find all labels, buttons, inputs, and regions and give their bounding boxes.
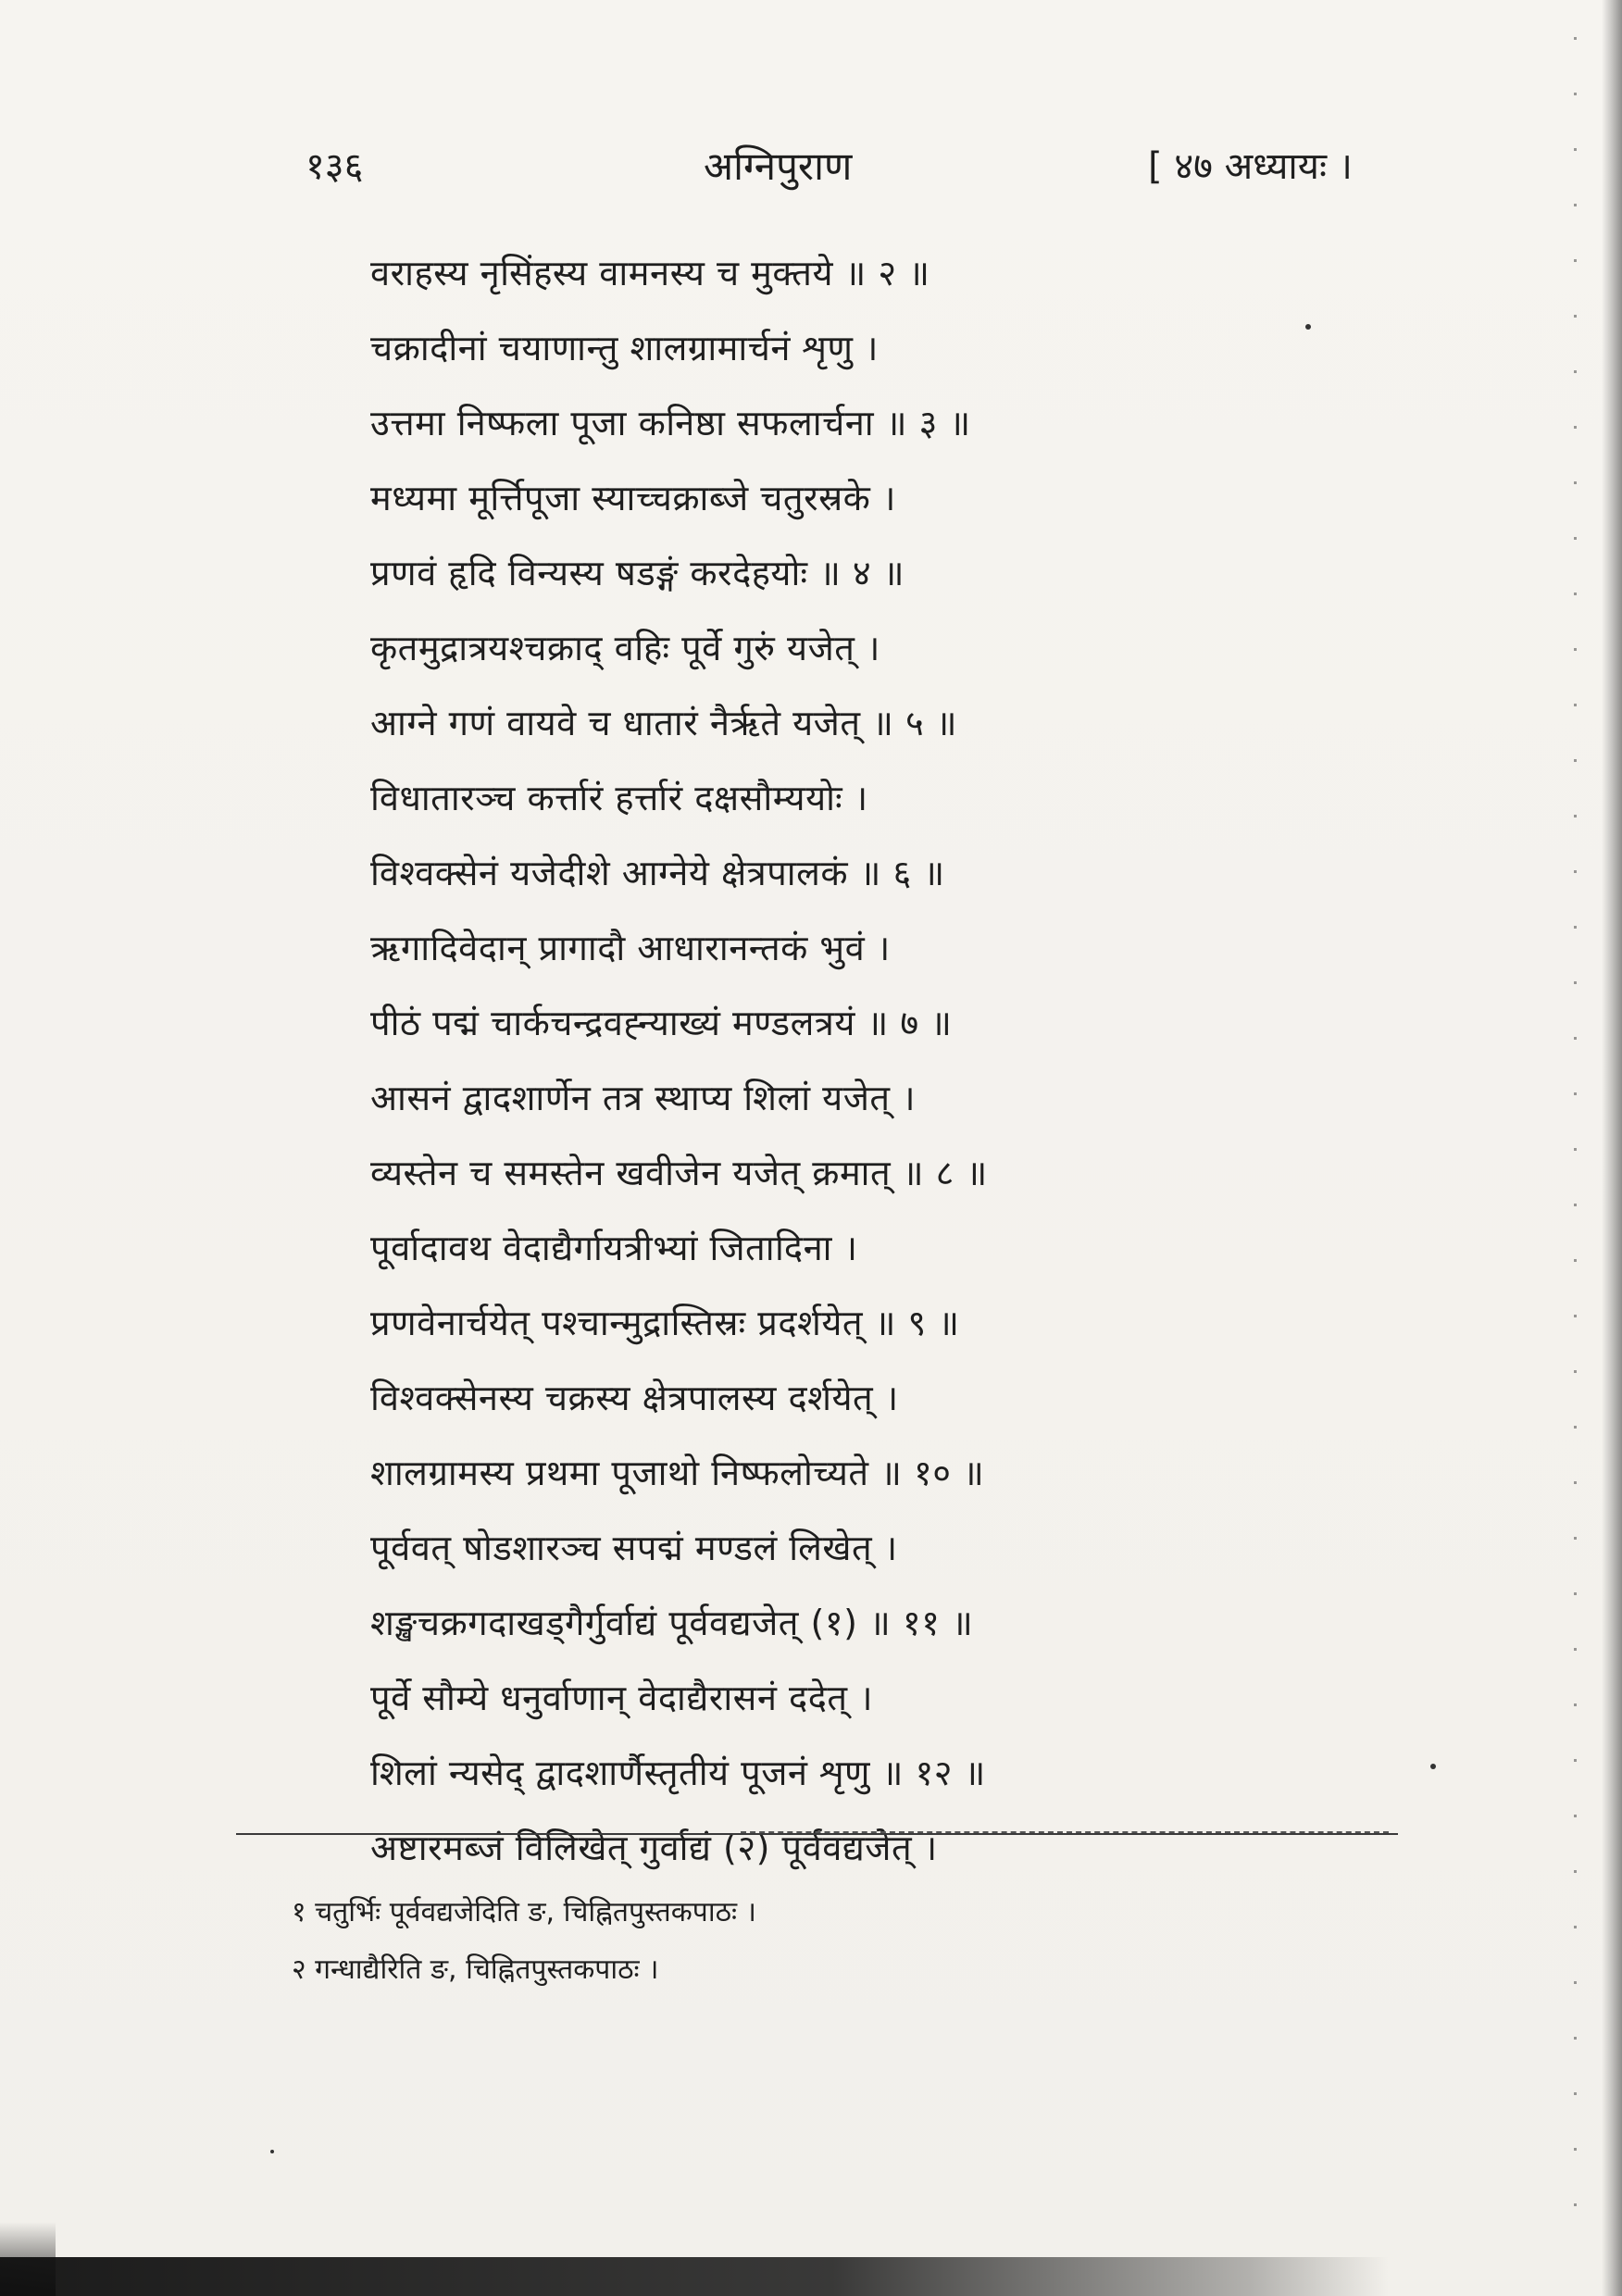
verse-line: आग्ने गणं वायवे च धातारं नैर्ऋते यजेत् ॥ ५ ॥ — [370, 703, 958, 743]
footnote-1: १ चतुर्भिः पूर्ववद्यजेदिति ङ, चिह्नितपुस्तकपाठः । — [292, 1896, 756, 1928]
verse-line: उत्तमा निष्फला पूजा कनिष्ठा सफलार्चना ॥ ३ ॥ — [370, 403, 971, 443]
verse-line: शालग्रामस्य प्रथमा पूजाथो निष्फलोच्यते ॥ १० ॥ — [370, 1453, 985, 1493]
verse-line: अष्टारमब्जं विलिखेत् गुर्वाद्यं (२) पूर्ववद्यजेत् । — [370, 1828, 938, 1868]
verse-line: विधातारञ्च कर्त्तारं हर्त्तारं दक्षसौम्ययोः । — [370, 778, 868, 818]
ink-speck — [270, 2150, 274, 2153]
verse-line: शिलां न्यसेद् द्वादशार्णैस्तृतीयं पूजनं शृणु ॥ १२ ॥ — [370, 1753, 986, 1793]
verse-line: कृतमुद्रात्रयश्चक्राद् वहिः पूर्वे गुरुं यजेत् । — [370, 628, 880, 668]
verse-line: प्रणवेनार्चयेत् पश्चान्मुद्रास्तिस्रः प्रदर्शयेत् ॥ ९ ॥ — [370, 1303, 960, 1343]
running-title: अग्निपुराण — [704, 144, 853, 189]
scan-shadow-bottom — [0, 2257, 1389, 2296]
verse-line: मध्यमा मूर्त्तिपूजा स्याच्चक्राब्जे चतुरस्रके । — [370, 478, 896, 518]
verse-line: पूर्वादावथ वेदाद्यैर्गायत्रीभ्यां जितादिना । — [370, 1228, 858, 1268]
verse-line: विश्वक्सेनस्य चक्रस्य क्षेत्रपालस्य दर्शयेत् । — [370, 1378, 899, 1418]
verse-line: पीठं पद्मं चार्कचन्द्रवह्न्याख्यं मण्डलत्रयं ॥ ७ ॥ — [370, 1003, 953, 1043]
verse-line: पूर्ववत् षोडशारञ्च सपद्मं मण्डलं लिखेत् । — [370, 1528, 898, 1568]
verse-line: प्रणवं हृदि विन्यस्य षडङ्गं करदेहयोः ॥ ४ ॥ — [370, 553, 905, 593]
chapter-label: [ ४७ अध्यायः । — [1148, 145, 1353, 188]
verse-line: विश्वक्सेनं यजेदीशे आग्नेये क्षेत्रपालकं ॥ ६ ॥ — [370, 853, 945, 893]
verse-line: व्यस्तेन च समस्तेन खवीजेन यजेत् क्रमात् ॥ ८ ॥ — [370, 1153, 988, 1193]
verse-line: वराहस्य नृसिंहस्य वामनस्य च मुक्तये ॥ २ ॥ — [370, 253, 930, 293]
ink-speck — [1430, 1764, 1436, 1769]
ink-speck — [1305, 324, 1311, 330]
verse-line: शङ्खचक्रगदाखड्गैर्गुर्वाद्यं पूर्ववद्यजेत् (१) ॥ ११ ॥ — [370, 1603, 974, 1643]
footnote-divider — [236, 1833, 1398, 1835]
footnote-divider-dashed — [741, 1831, 1389, 1833]
scan-shadow-right — [1602, 0, 1622, 2296]
verse-line: ऋगादिवेदान् प्रागादौ आधारानन्तकं भुवं । — [370, 928, 891, 968]
verse-line: आसनं द्वादशार्णेन तत्र स्थाप्य शिलां यजेत् । — [370, 1078, 917, 1118]
page-header — [0, 139, 1622, 204]
verse-line: चक्रादीनां चयाणान्तु शालग्रामार्चनं शृणु । — [370, 328, 879, 368]
footnote-2: २ गन्धाद्यैरिति ङ, चिह्नितपुस्तकपाठः । — [292, 1953, 659, 1986]
verse-line: पूर्वे सौम्ये धनुर्वाणान् वेदाद्यैरासनं ददेत् । — [370, 1678, 874, 1718]
scan-speckles-right — [1574, 37, 1577, 2259]
footnotes — [292, 1884, 1310, 1999]
page-number: १३६ — [306, 145, 364, 188]
verse-block — [370, 236, 1296, 1886]
